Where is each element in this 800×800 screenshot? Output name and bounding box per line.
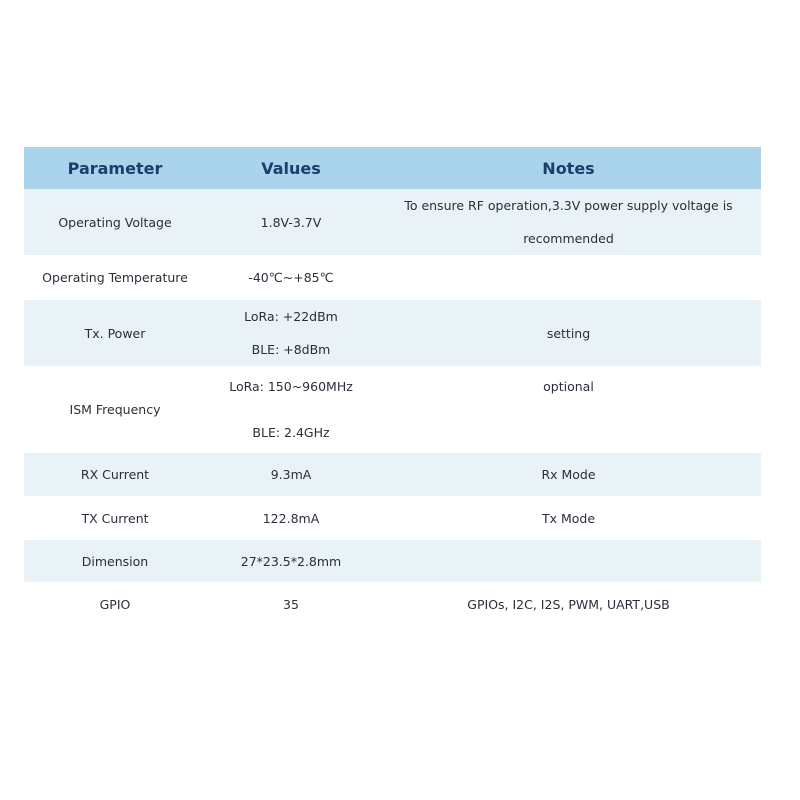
value-cell: -40℃~+85℃ (248, 270, 334, 285)
notes-cell: Rx Mode (541, 467, 596, 482)
table-row (24, 300, 761, 366)
param-cell: ISM Frequency (69, 402, 161, 417)
notes-line: optional (543, 379, 594, 394)
value-line: LoRa: 150~960MHz (229, 379, 353, 394)
table-header (24, 147, 761, 189)
table-row (24, 453, 761, 496)
table-row (24, 366, 761, 453)
param-cell: RX Current (80, 467, 150, 482)
value-cell: 9.3mA (270, 467, 312, 482)
notes-cell (376, 540, 761, 582)
value-cell (206, 300, 376, 366)
value-cell: 35 (283, 596, 299, 612)
param-cell: Dimension (81, 553, 149, 569)
notes-cell: setting (546, 325, 591, 341)
value-line: BLE: 2.4GHz (252, 425, 330, 440)
value-line: BLE: +8dBm (251, 342, 331, 357)
header-parameter: Parameter (67, 158, 163, 178)
table-row (24, 582, 761, 626)
notes-cell (376, 366, 761, 453)
header-notes: Notes (542, 158, 595, 178)
param-cell: Operating Temperature (42, 270, 188, 285)
table-row (24, 255, 761, 300)
notes-cell: Tx Mode (541, 510, 596, 526)
spec-table (24, 147, 761, 626)
table-row (24, 189, 761, 255)
notes-cell (376, 255, 761, 300)
value-cell: 122.8mA (262, 510, 320, 526)
value-line: LoRa: +22dBm (244, 309, 338, 324)
param-cell: TX Current (81, 510, 149, 526)
table-row (24, 540, 761, 582)
param-cell: Operating Voltage (58, 214, 172, 230)
notes-cell: GPIOs, I2C, I2S, PWM, UART,USB (467, 596, 670, 612)
notes-line: recommended (523, 231, 614, 246)
value-cell: 1.8V-3.7V (260, 214, 322, 230)
header-values: Values (261, 158, 321, 178)
table-row (24, 496, 761, 540)
notes-line: To ensure RF operation,3.3V power supply voltage is (404, 198, 733, 213)
value-cell (206, 366, 376, 453)
value-cell: 27*23.5*2.8mm (240, 553, 342, 569)
param-cell: GPIO (99, 596, 131, 612)
param-cell: Tx. Power (84, 325, 146, 341)
notes-cell (376, 189, 761, 255)
